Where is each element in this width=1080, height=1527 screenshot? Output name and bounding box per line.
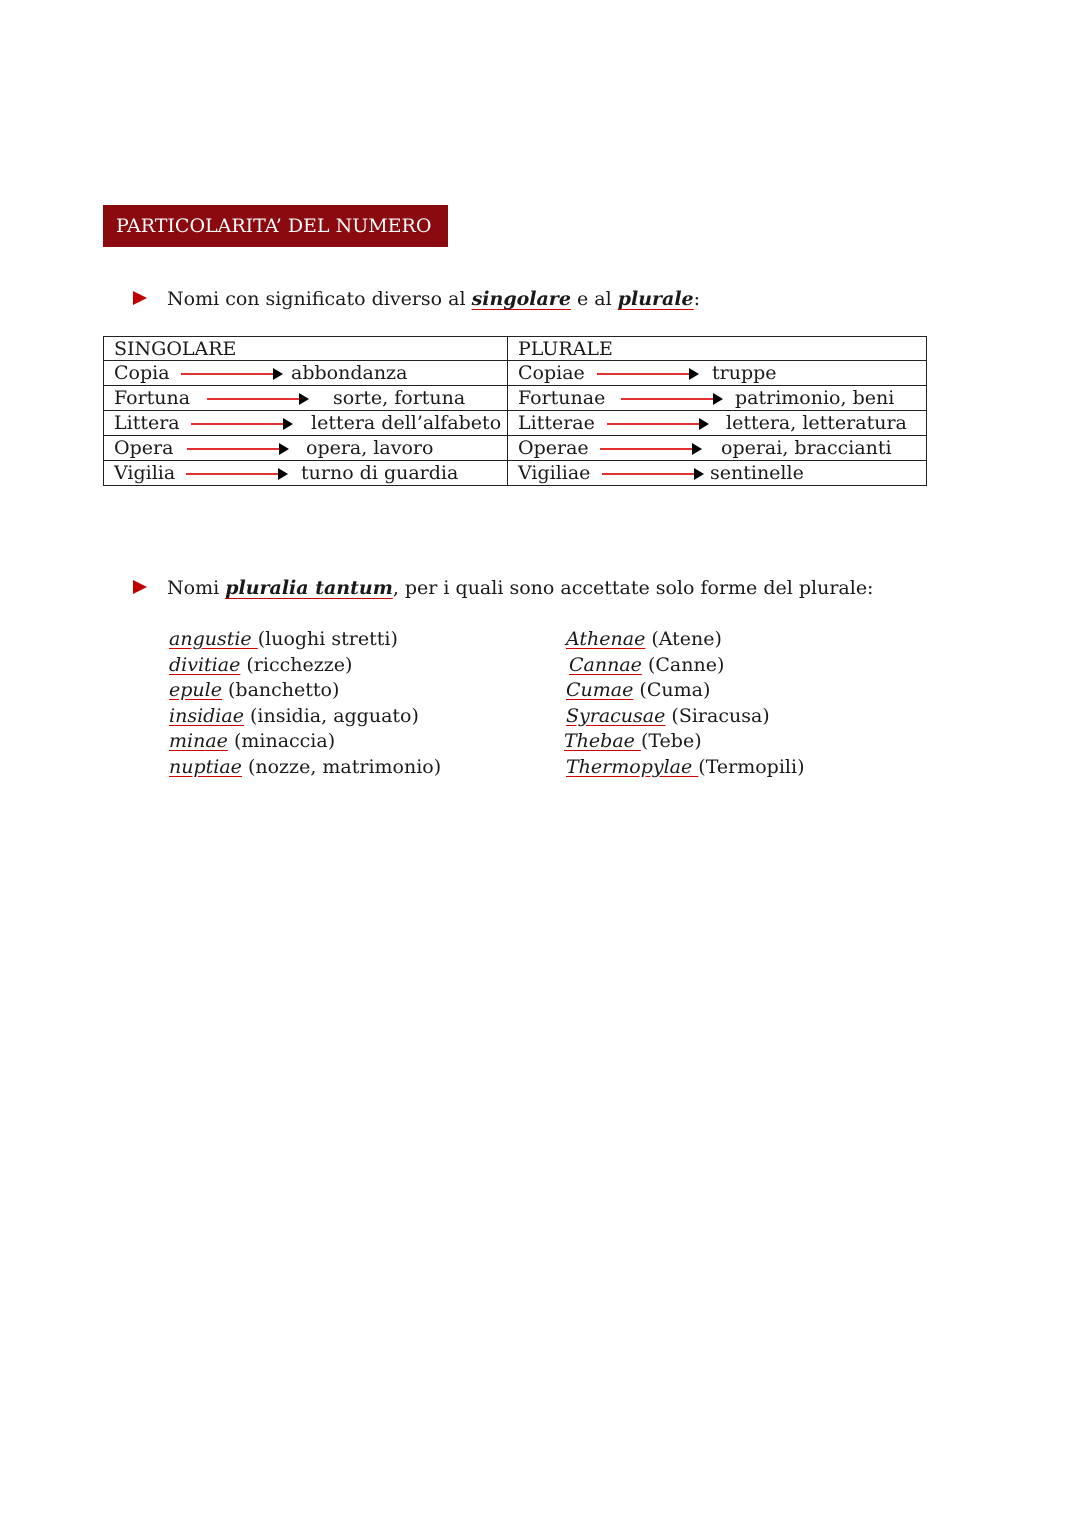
keyword-singolare: singolare <box>471 288 571 310</box>
latin-term: Cannae <box>569 653 642 676</box>
arrow-icon <box>186 473 286 475</box>
list-item <box>566 704 804 730</box>
italian-gloss: (nozze, matrimonio) <box>241 755 442 778</box>
singular-word: Copia <box>114 362 170 384</box>
plural-word: Vigiliae <box>518 462 591 484</box>
list-item <box>566 755 804 781</box>
plural-meaning: truppe <box>712 362 777 384</box>
arrow-icon <box>597 373 697 375</box>
keyword-plurale: plurale <box>617 288 694 310</box>
latin-term: nuptiae <box>169 755 242 778</box>
italian-gloss: (luoghi stretti) <box>257 628 398 650</box>
latin-term: divitiae <box>169 653 241 676</box>
italian-gloss: (Canne) <box>641 653 725 676</box>
latin-term: Thebae <box>564 730 641 752</box>
list-item <box>169 755 441 781</box>
latin-term: Cumae <box>566 679 634 701</box>
list-item <box>169 678 441 704</box>
arrow-icon <box>187 448 287 450</box>
bullet-text-pre: Nomi <box>167 577 226 599</box>
bullet-arrow-icon <box>133 291 147 305</box>
bullet-text-pre: Nomi con significato diverso al <box>167 288 472 310</box>
italian-gloss: (Siracusa) <box>665 704 770 727</box>
singular-word: Littera <box>114 412 180 434</box>
latin-term: Athenae <box>566 628 646 650</box>
header-singolare: SINGOLARE <box>104 337 508 361</box>
list-item <box>169 627 441 653</box>
pluralia-list-common <box>169 627 441 780</box>
list-item <box>566 678 804 704</box>
italian-gloss: (minaccia) <box>227 730 336 752</box>
table-row <box>104 411 927 436</box>
bullet-text-mid: e al <box>570 288 618 310</box>
italian-gloss: (ricchezze) <box>240 653 353 676</box>
plural-word: Operae <box>518 437 589 459</box>
keyword-pluralia-tantum: pluralia tantum <box>225 577 393 599</box>
latin-term: insidiae <box>169 704 244 727</box>
latin-term: angustie <box>169 628 258 650</box>
italian-gloss: (insidia, agguato) <box>243 704 419 727</box>
plural-word: Fortunae <box>518 387 606 409</box>
singular-meaning: sorte, fortuna <box>333 387 466 409</box>
arrow-icon <box>191 423 291 425</box>
list-item <box>564 729 804 755</box>
bullet-text-post: : <box>693 288 701 310</box>
table-row <box>104 461 927 486</box>
table-row <box>104 386 927 411</box>
plural-word: Copiae <box>518 362 585 384</box>
arrow-icon <box>607 423 707 425</box>
bullet-singular-plural <box>133 288 700 310</box>
italian-gloss: (banchetto) <box>221 679 340 701</box>
singular-word: Vigilia <box>114 462 176 484</box>
latin-term: Thermopylae <box>566 755 699 778</box>
list-item <box>169 653 441 679</box>
singular-meaning: turno di guardia <box>301 462 459 484</box>
latin-term: minae <box>169 730 228 752</box>
plural-meaning: sentinelle <box>710 462 804 484</box>
arrow-icon <box>602 473 702 475</box>
arrow-icon <box>600 448 700 450</box>
plural-word: Litterae <box>518 412 595 434</box>
latin-term: Syracusae <box>566 704 666 727</box>
header-plurale: PLURALE <box>508 337 927 361</box>
latin-term: epule <box>169 679 222 701</box>
list-item <box>566 627 804 653</box>
table-header-row <box>104 337 927 361</box>
singular-word: Opera <box>114 437 174 459</box>
section-heading: PARTICOLARITA’ DEL NUMERO <box>103 205 448 247</box>
italian-gloss: (Cuma) <box>633 679 711 701</box>
italian-gloss: (Termopili) <box>698 755 805 778</box>
list-item <box>566 653 804 679</box>
bullet-arrow-icon <box>133 580 147 594</box>
arrow-icon <box>621 398 721 400</box>
pluralia-list-places <box>566 627 804 780</box>
table-row <box>104 436 927 461</box>
bullet-pluralia-tantum <box>133 577 873 599</box>
singular-meaning: opera, lavoro <box>306 437 434 459</box>
singular-word: Fortuna <box>114 387 191 409</box>
list-item <box>169 729 441 755</box>
table-row <box>104 361 927 386</box>
plural-meaning: lettera, letteratura <box>726 412 907 434</box>
italian-gloss: (Tebe) <box>640 730 702 752</box>
list-item <box>169 704 441 730</box>
singular-meaning: lettera dell’alfabeto <box>311 412 502 434</box>
plural-meaning: patrimonio, beni <box>735 387 895 409</box>
bullet-text-post: , per i quali sono accettate solo forme del plurale: <box>392 577 874 599</box>
arrow-icon <box>181 373 281 375</box>
singular-meaning: abbondanza <box>291 362 408 384</box>
meaning-table <box>103 336 927 486</box>
plural-meaning: operai, braccianti <box>721 437 892 459</box>
arrow-icon <box>207 398 307 400</box>
italian-gloss: (Atene) <box>645 628 722 650</box>
